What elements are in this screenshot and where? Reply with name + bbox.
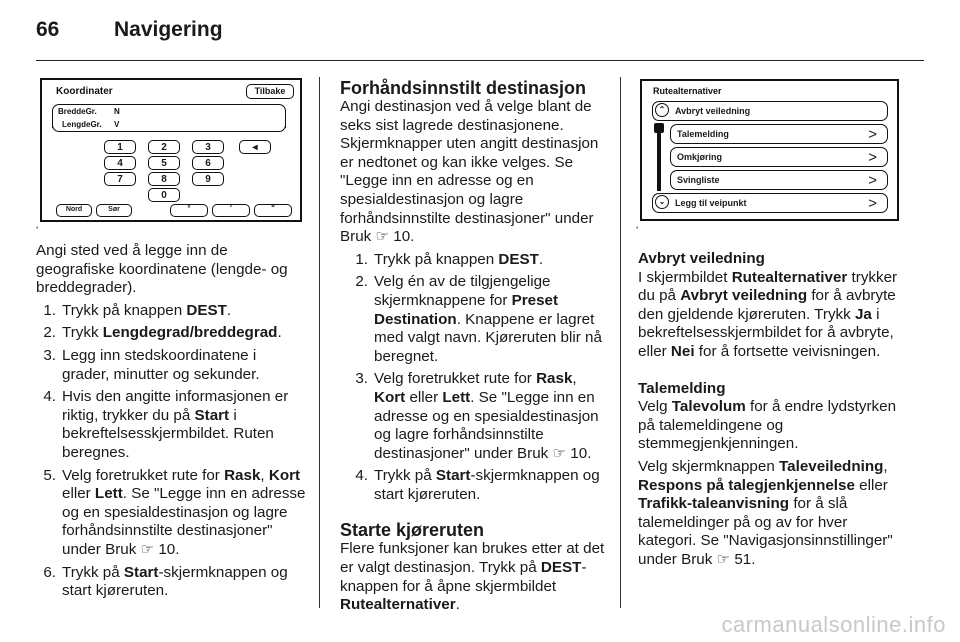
list-item <box>348 251 606 270</box>
column-divider-2 <box>620 77 621 608</box>
paragraph-text: for å endre lydstyrken på talemeldingene og stemmegjenkjenningen. <box>638 398 897 453</box>
route-item-label: Omkjøring <box>677 152 723 162</box>
route-item-label: Svingliste <box>677 175 720 185</box>
step-number: 2. <box>43 324 56 342</box>
step-bold: Preset Destination <box>374 291 559 328</box>
key-3-label: 3 <box>205 142 211 153</box>
paragraph-bold: Trafikk-taleanvisning <box>638 495 790 513</box>
key-9[interactable] <box>192 172 224 186</box>
list-item <box>36 324 306 343</box>
paragraph-text: I skjermbildet <box>638 268 732 286</box>
route-item-label: Legg til veipunkt <box>675 198 747 208</box>
step-text: . Se "Legge inn en adresse og en spesialdestinasjon og lagre forhåndsinnstilte destinasjoner" under Bruk ☞ 10. <box>62 485 306 558</box>
paragraph-bold: Nei <box>670 342 695 360</box>
paragraph-text: Flere funksjoner kan brukes etter at det er valgt destinasjon. Trykk på <box>340 540 605 577</box>
paragraph-bold: Talevolum <box>671 398 746 416</box>
step-text: eller <box>405 388 443 406</box>
figure-mark-1: • <box>36 225 39 232</box>
preset-steps <box>348 251 606 505</box>
step-text: . Knappene er lagret med valgt navn. Kjøreruten blir nå beregnet. <box>374 310 602 365</box>
scrollbar-thumb[interactable] <box>654 123 664 133</box>
step-text: Trykk på knappen <box>62 301 187 319</box>
step-bold: Rask <box>224 466 261 484</box>
key-4-label: 4 <box>117 158 123 169</box>
step-number: 1. <box>355 250 368 268</box>
route-screen-title: Rutealternativer <box>653 86 722 96</box>
step-number: 4. <box>43 388 56 406</box>
page-number: 66 <box>36 18 60 41</box>
list-item <box>36 467 306 560</box>
list-item <box>348 370 606 463</box>
list-item <box>36 347 306 384</box>
list-item <box>348 273 606 366</box>
watermark: carmanualsonline.info <box>721 612 946 637</box>
step-text: Velg foretrukket rute for <box>62 466 225 484</box>
route-item-add-waypoint[interactable] <box>652 193 888 213</box>
step-bold: Kort <box>374 388 406 406</box>
start-route-text <box>340 540 606 614</box>
step-text: . Se "Legge inn en adresse og en spesialdestinasjon og lagre forhåndsinnstilte destinasjoner" under Bruk ☞ 10. <box>374 388 599 462</box>
step-text: Hvis den angitte informasjonen er riktig, trykker du på <box>62 388 289 424</box>
step-bold: Lett <box>94 485 123 503</box>
backspace-button[interactable] <box>239 140 271 154</box>
step-text: . <box>226 301 232 319</box>
paragraph-text: eller <box>854 476 888 494</box>
paragraph-text: , <box>883 457 888 475</box>
back-button-label: Tilbake <box>254 86 286 96</box>
step-number: 3. <box>43 346 56 364</box>
paragraph-text: -knappen for å åpne skjermbildet <box>340 559 587 595</box>
step-number: 6. <box>43 563 56 581</box>
key-5[interactable] <box>148 156 180 170</box>
paragraph-bold: Rutealternativer <box>340 596 456 614</box>
east-button[interactable] <box>96 204 132 217</box>
paragraph-text: Velg skjermknappen <box>638 457 779 475</box>
paragraph-bold: Avbryt veiledning <box>680 287 808 305</box>
right-column <box>638 250 904 570</box>
degree-button[interactable] <box>170 204 208 217</box>
page-header <box>36 18 223 48</box>
key-0[interactable] <box>148 188 180 202</box>
key-6[interactable] <box>192 156 224 170</box>
cancel-guidance-text <box>638 269 904 362</box>
paragraph-bold: Respons på talegjenkjennelse <box>638 476 855 494</box>
key-2-label: 2 <box>161 142 167 153</box>
preset-destination-intro: Angi destinasjon ved å velge blant de seks sist lagrede destinasjonene. Skjermknapper uten angitt destinasjon er nedtonet og kan ikke velges. Se "Legge inn en adresse og en spesialdestinasjon og lagre forhåndsinnstilte destinasjoner" under Bruk ☞ 10. <box>340 98 599 246</box>
cancel-guidance-heading: Avbryt veiledning <box>638 250 765 267</box>
list-item <box>348 467 606 504</box>
key-7-label: 7 <box>117 174 123 185</box>
key-8[interactable] <box>148 172 180 186</box>
step-bold: Rask <box>536 370 573 388</box>
key-1[interactable] <box>104 140 136 154</box>
paragraph-text: for å fortsette veivisningen. <box>694 342 881 360</box>
step-text: Velg foretrukket rute for <box>374 370 537 388</box>
step-number: 3. <box>355 370 368 388</box>
step-number: 2. <box>355 273 368 291</box>
voice-prompt-heading: Talemelding <box>638 379 726 397</box>
voice-prompt-text-2 <box>638 458 904 570</box>
route-item-detour[interactable] <box>670 147 888 167</box>
paragraph-text: . <box>455 596 460 614</box>
step-text: . <box>277 324 282 342</box>
key-6-label: 6 <box>205 158 211 169</box>
start-route-heading: Starte kjøreruten <box>340 520 485 541</box>
key-1-label: 1 <box>117 142 123 153</box>
chevron-right-icon: > <box>868 149 877 166</box>
coordinates-intro: Angi sted ved å legge inn de geografiske koordinatene (lengde- og breddegrader). <box>36 242 288 297</box>
step-text: . <box>538 250 544 268</box>
step-text: -skjermknappen og start kjøreruten. <box>62 563 288 600</box>
figure-mark-2: • <box>636 225 639 232</box>
backspace-icon: ◂ <box>252 142 258 153</box>
step-text: Trykk på knappen <box>374 250 499 268</box>
latitude-label: BreddeGr. <box>58 107 97 116</box>
step-bold: Lett <box>442 388 471 406</box>
paragraph-bold: Taleveiledning <box>779 457 884 475</box>
degree-button-label: ° <box>187 204 191 213</box>
page-title: Navigering <box>114 18 223 41</box>
up-arrow-icon: ⌃ <box>655 103 669 117</box>
east-button-label: Sør <box>108 206 120 213</box>
key-2[interactable] <box>148 140 180 154</box>
step-text: Trykk på <box>374 467 436 485</box>
step-bold: DEST <box>186 301 227 319</box>
step-number: 1. <box>43 301 56 319</box>
step-bold: Start <box>194 406 230 424</box>
chevron-right-icon: > <box>868 172 877 189</box>
second-button-label: " <box>271 204 275 213</box>
step-text: i bekreftelsesskjermbildet. Ruten beregnes. <box>62 406 274 461</box>
paragraph-text: for å avbryte den gjeldende kjøreruten. Trykk <box>638 287 896 323</box>
step-number: 5. <box>43 466 56 484</box>
paragraph-text: for å slå talemeldinger på og av for hver kategori. Se "Navigasjonsinnstillinger" under Bruk ☞ 51. <box>638 495 893 568</box>
column-divider-1 <box>319 77 320 608</box>
route-item-voice-prompt[interactable] <box>670 124 888 144</box>
step-bold: Start <box>435 467 471 485</box>
step-text: , <box>572 370 577 388</box>
north-button-label: Nord <box>65 206 83 213</box>
list-item <box>36 564 306 601</box>
coordinates-steps <box>36 302 306 601</box>
list-item <box>36 302 306 321</box>
latitude-value: N <box>114 107 120 116</box>
route-item-cancel-guidance[interactable] <box>652 101 888 121</box>
list-item <box>36 388 306 462</box>
longitude-value: V <box>114 120 120 129</box>
longitude-label: LengdeGr. <box>62 120 102 129</box>
step-text: Velg én av de tilgjengelige skjermknappene for <box>374 273 551 309</box>
header-rule <box>36 60 924 61</box>
route-item-label: Talemelding <box>677 129 729 139</box>
paragraph-bold: DEST <box>540 559 582 577</box>
key-8-label: 8 <box>161 174 167 185</box>
step-number: 4. <box>355 467 368 485</box>
route-item-label: Avbryt veiledning <box>675 106 751 116</box>
step-text: eller <box>62 485 95 503</box>
paragraph-text: i bekreftelsesskjermbildet for å avbryte, eller <box>638 305 894 360</box>
step-text: , <box>260 466 265 484</box>
scrollbar-track[interactable] <box>657 123 661 191</box>
key-4[interactable] <box>104 156 136 170</box>
key-5-label: 5 <box>161 158 167 169</box>
route-item-turn-list[interactable] <box>670 170 888 190</box>
north-button[interactable] <box>56 204 92 217</box>
coordinates-screen-figure <box>40 78 302 222</box>
down-arrow-icon: ⌄ <box>655 195 669 209</box>
minute-button-label: ' <box>230 204 232 213</box>
second-button[interactable] <box>254 204 292 217</box>
screen-title: Koordinater <box>56 86 113 97</box>
route-options-screen-figure <box>640 79 899 221</box>
middle-column <box>340 78 606 615</box>
paragraph-bold: Ja <box>854 305 872 323</box>
left-column <box>36 242 306 601</box>
step-bold: Kort <box>268 466 301 484</box>
preset-destination-heading: Forhåndsinnstilt destinasjon <box>340 78 587 98</box>
chevron-right-icon: > <box>868 195 877 212</box>
step-bold: Start <box>123 563 159 581</box>
key-7[interactable] <box>104 172 136 186</box>
paragraph-bold: Rutealternativer <box>731 268 848 286</box>
key-3[interactable] <box>192 140 224 154</box>
key-9-label: 9 <box>205 174 211 185</box>
step-text: -skjermknappen og start kjøreruten. <box>374 467 600 503</box>
step-bold: DEST <box>498 250 539 268</box>
minute-button[interactable] <box>212 204 250 217</box>
step-text: Trykk <box>62 324 103 342</box>
paragraph-text: Velg <box>638 398 672 416</box>
step-text: Legg inn stedskoordinatene i grader, minutter og sekunder. <box>62 346 260 383</box>
step-text: Trykk på <box>62 563 124 581</box>
key-0-label: 0 <box>161 190 167 201</box>
step-bold: Lengdegrad/breddegrad <box>102 324 278 342</box>
back-button[interactable] <box>246 84 294 99</box>
voice-prompt-text <box>638 398 904 454</box>
paragraph-text: trykker du på <box>638 268 898 305</box>
chevron-right-icon: > <box>868 126 877 143</box>
